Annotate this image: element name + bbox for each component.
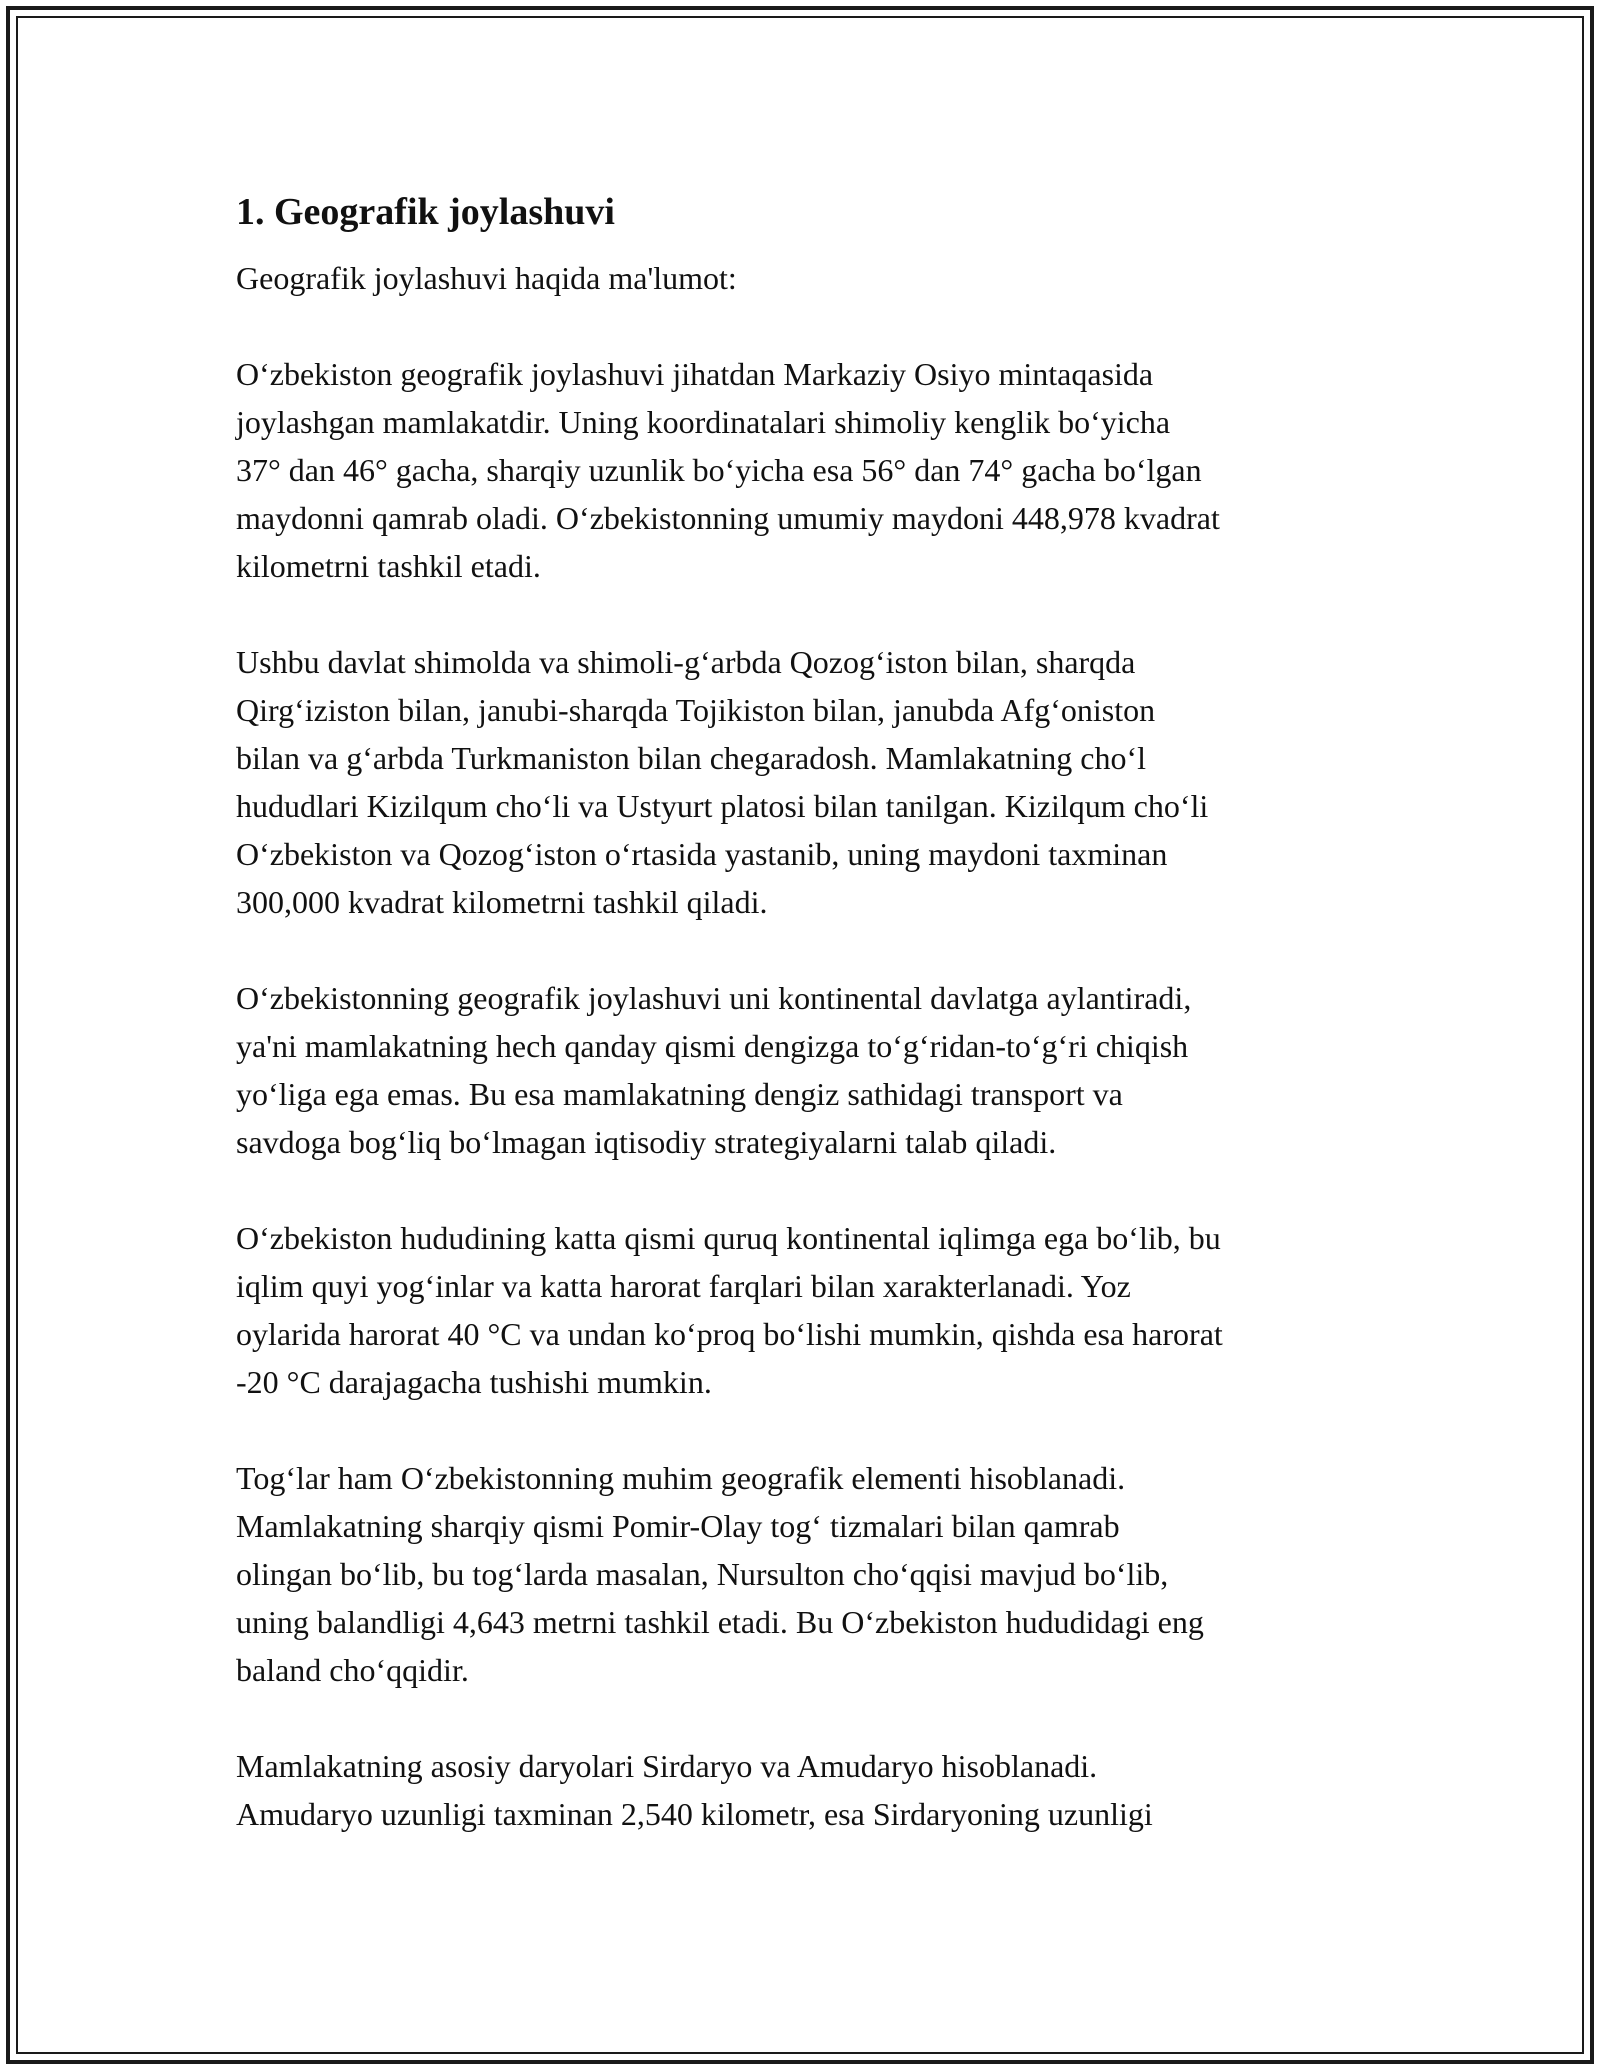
paragraph-rivers: Mamlakatning asosiy daryolari Sirdaryo va Amudaryo hisoblanadi. Amudaryo uzunligi taxminan 2,540 kilometr, esa Sirdaryoning uzunligi [236, 1748, 1153, 1832]
section-heading: 1. Geografik joylashuvi [236, 191, 615, 233]
document-body [236, 188, 1376, 1838]
intro-line: Geografik joylashuvi haqida ma'lumot: [236, 260, 737, 296]
paragraph-borders: Ushbu davlat shimolda va shimoli-g‘arbda Qozog‘iston bilan, sharqda Qirg‘iziston bilan, janubi-sharqda Tojikiston bilan, janubda Afg‘oniston bilan va g‘arbda Turkmaniston bilan chegaradosh. Mamlakatning cho‘l hududlari Kizilqum cho‘li va Ustyurt platosi bilan tanilgan. Kizilqum cho‘li O‘zbekiston va Qozog‘iston o‘rtasida yastanib, uning maydoni taxminan 300,000 kvadrat kilometrni tashkil qiladi. [236, 644, 1209, 920]
paragraph-location: O‘zbekiston geografik joylashuvi jihatdan Markaziy Osiyo mintaqasida joylashgan mamlakatdir. Uning koordinatalari shimoliy kenglik bo‘yicha 37° dan 46° gacha, sharqiy uzunlik bo‘yicha esa 56° dan 74° gacha bo‘lgan maydonni qamrab oladi. O‘zbekistonning umumiy maydoni 448,978 kvadrat kilometrni tashkil etadi. [236, 356, 1220, 584]
paragraph-mountains: Tog‘lar ham O‘zbekistonning muhim geografik elementi hisoblanadi. Mamlakatning sharqiy qismi Pomir-Olay tog‘ tizmalari bilan qamrab olingan bo‘lib, bu tog‘larda masalan, Nursulton cho‘qqisi mavjud bo‘lib, uning balandligi 4,643 metrni tashkil etadi. Bu O‘zbekiston hududidagi eng baland cho‘qqidir. [236, 1460, 1204, 1688]
paragraph-landlocked: O‘zbekistonning geografik joylashuvi uni kontinental davlatga aylantiradi, ya'ni mamlakatning hech qanday qismi dengizga to‘g‘ridan-to‘g‘ri chiqish yo‘liga ega emas. Bu esa mamlakatning dengiz sathidagi transport va savdoga bog‘liq bo‘lmagan iqtisodiy strategiyalarni talab qiladi. [236, 980, 1192, 1160]
paragraph-climate: O‘zbekiston hududining katta qismi quruq kontinental iqlimga ega bo‘lib, bu iqlim quyi yog‘inlar va katta harorat farqlari bilan xarakterlanadi. Yoz oylarida harorat 40 °C va undan ko‘proq bo‘lishi mumkin, qishda esa harorat -20 °C darajagacha tushishi mumkin. [236, 1220, 1223, 1400]
